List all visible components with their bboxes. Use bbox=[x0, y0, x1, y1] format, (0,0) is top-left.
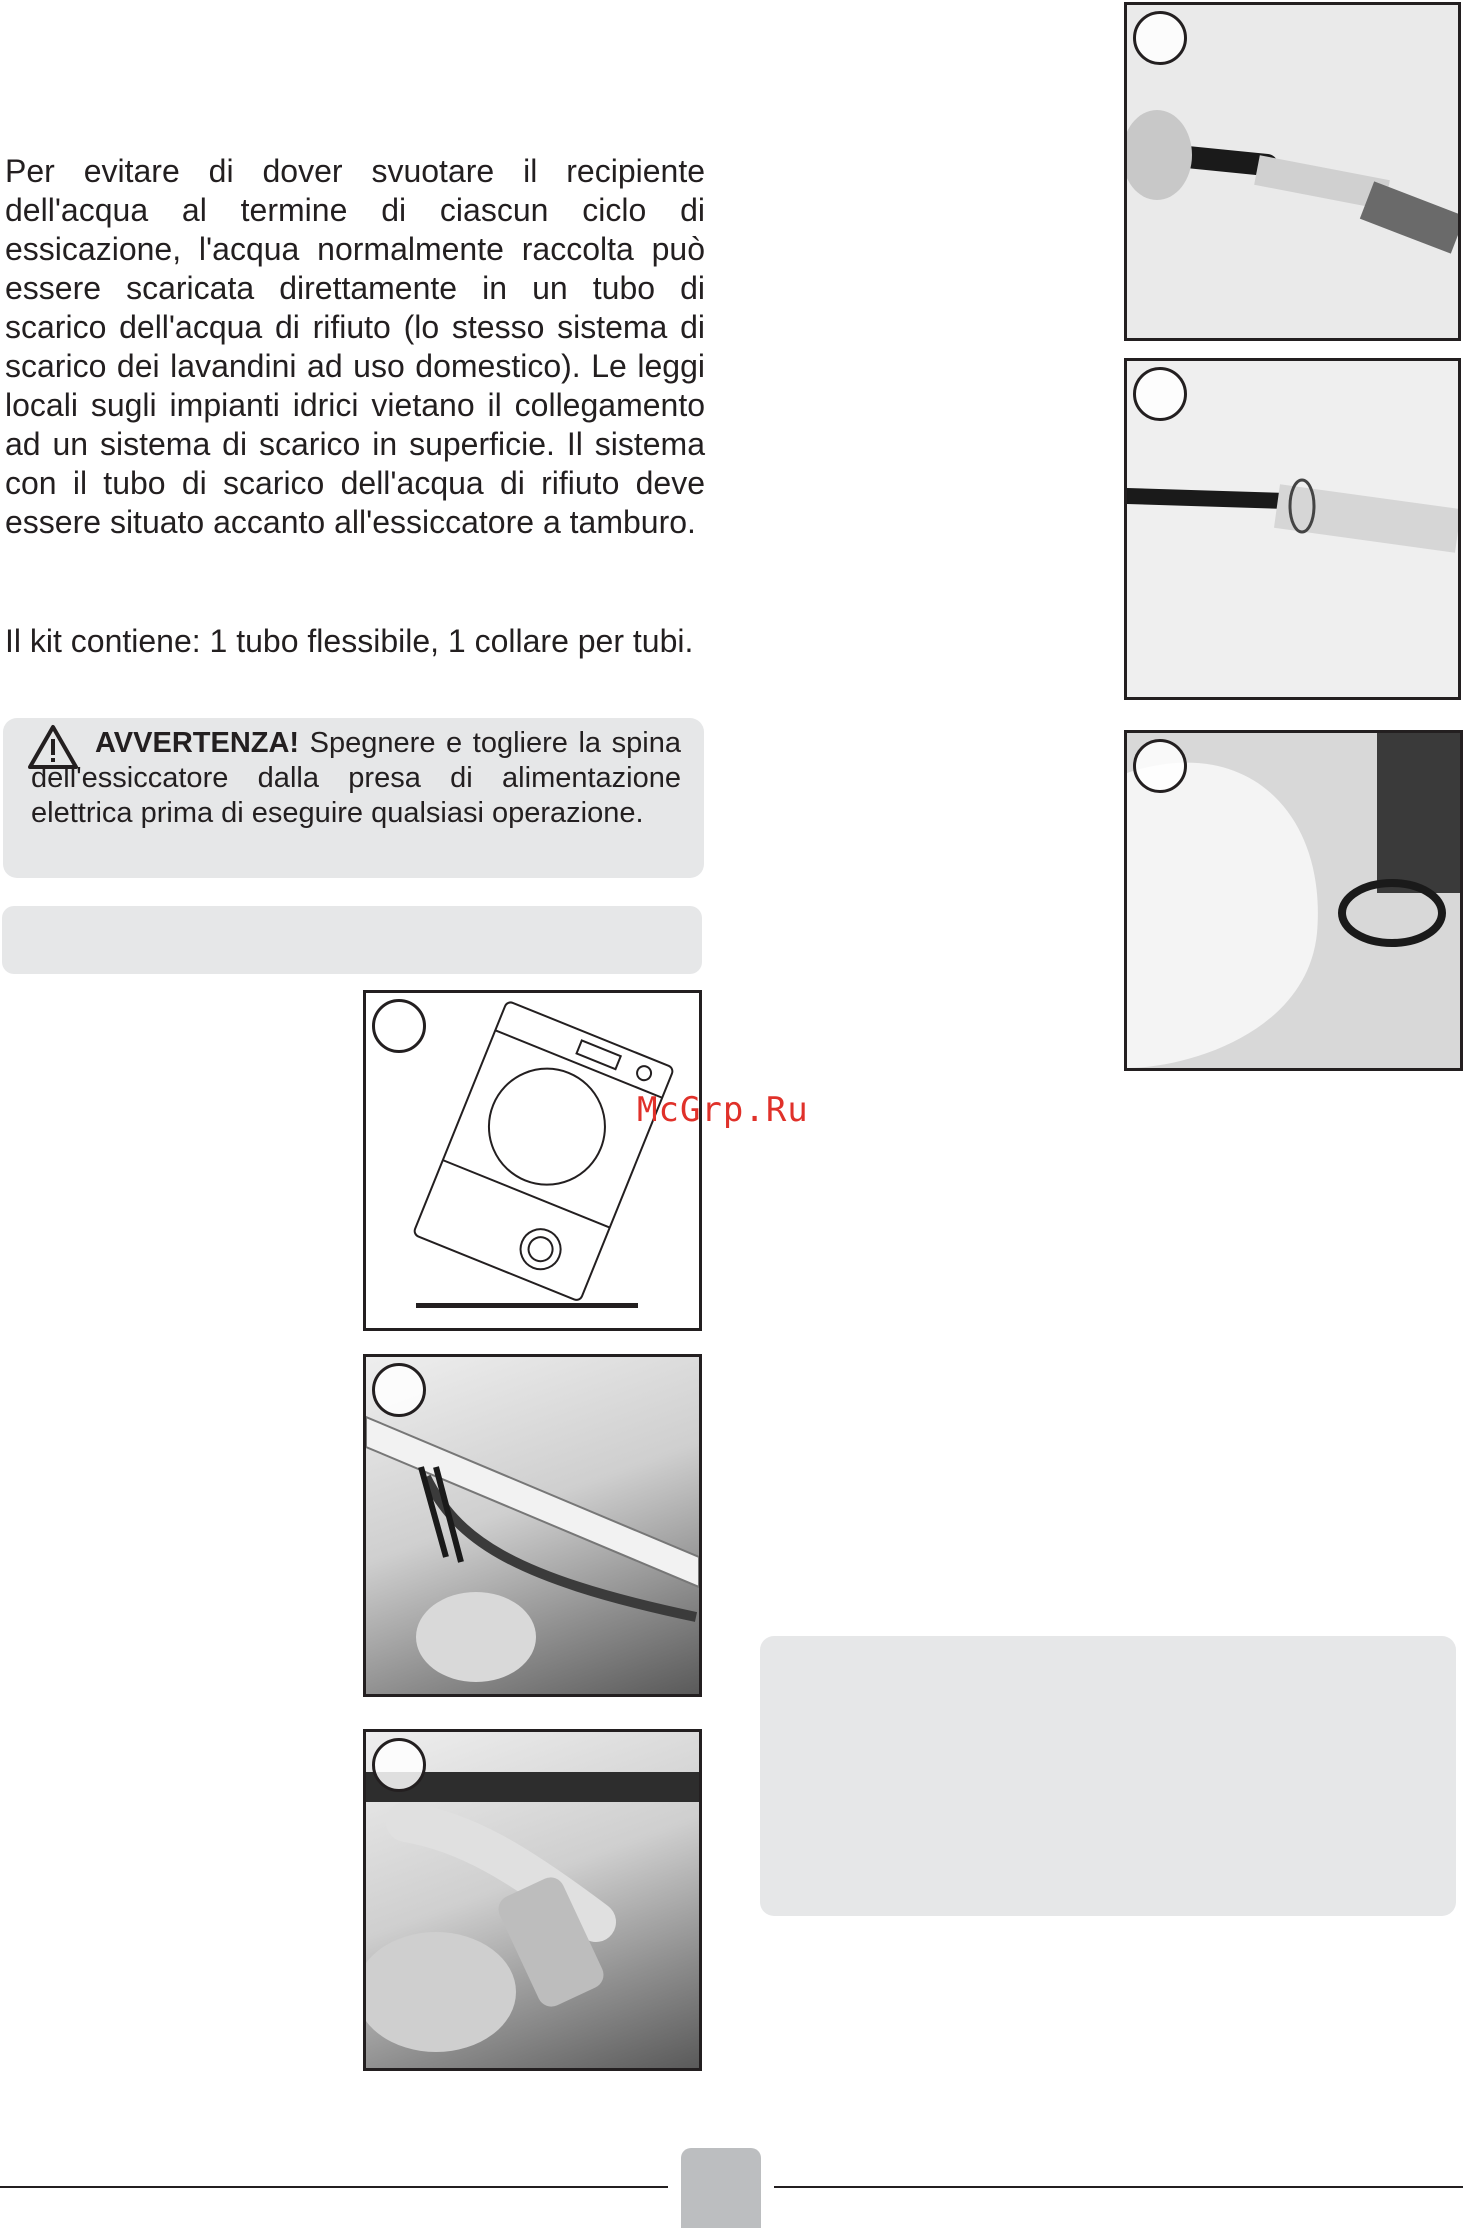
step-number-circle bbox=[1133, 739, 1187, 793]
warning-label: AVVERTENZA! bbox=[95, 727, 300, 759]
figure-hose-behind-dryer-photo bbox=[1124, 730, 1463, 1071]
warning-body: Spegnere e togliere la spina dell'essiccatore dalla presa di alimentazione elettrica prima di eseguire qualsiasi operazione. bbox=[31, 727, 681, 829]
figure-clamp-photo-middle bbox=[1124, 358, 1461, 700]
page-number-tab bbox=[681, 2148, 761, 2228]
warning-text bbox=[31, 726, 681, 831]
step-number-circle bbox=[372, 999, 426, 1053]
info-box-empty bbox=[760, 1636, 1456, 1916]
figure-hose-removal-photo bbox=[363, 1354, 702, 1697]
step-number-circle bbox=[372, 1738, 426, 1792]
section-heading-bar bbox=[2, 906, 702, 974]
step-number-circle bbox=[1133, 367, 1187, 421]
figure-dryer-diagram bbox=[363, 990, 702, 1331]
step-number-circle bbox=[1133, 11, 1187, 65]
figure-hose-connection-photo bbox=[363, 1729, 702, 2071]
kit-contents-paragraph: Il kit contiene: 1 tubo flessibile, 1 collare per tubi. bbox=[5, 623, 694, 659]
figure-clamp-photo-top bbox=[1124, 2, 1461, 341]
step-number-circle bbox=[372, 1363, 426, 1417]
footer-line-left bbox=[0, 2186, 668, 2188]
footer-line-right bbox=[774, 2186, 1463, 2188]
intro-paragraph: Per evitare di dover svuotare il recipiente dell'acqua al termine di ciascun ciclo di essicazione, l'acqua normalmente raccolta può essere scaricata direttamente in un tubo di scarico dell'acqua di rifiuto (lo stesso sistema di scarico dei lavandini ad uso domestico). Le leggi locali sugli impianti idrici vietano il collegamento ad un sistema di scarico in superficie. Il sistema con il tubo di scarico dell'acqua di rifiuto deve essere situato accanto all'essiccatore a tamburo. bbox=[5, 153, 705, 540]
watermark-text: McGrp.Ru bbox=[637, 1090, 809, 1130]
warning-box bbox=[3, 718, 704, 878]
